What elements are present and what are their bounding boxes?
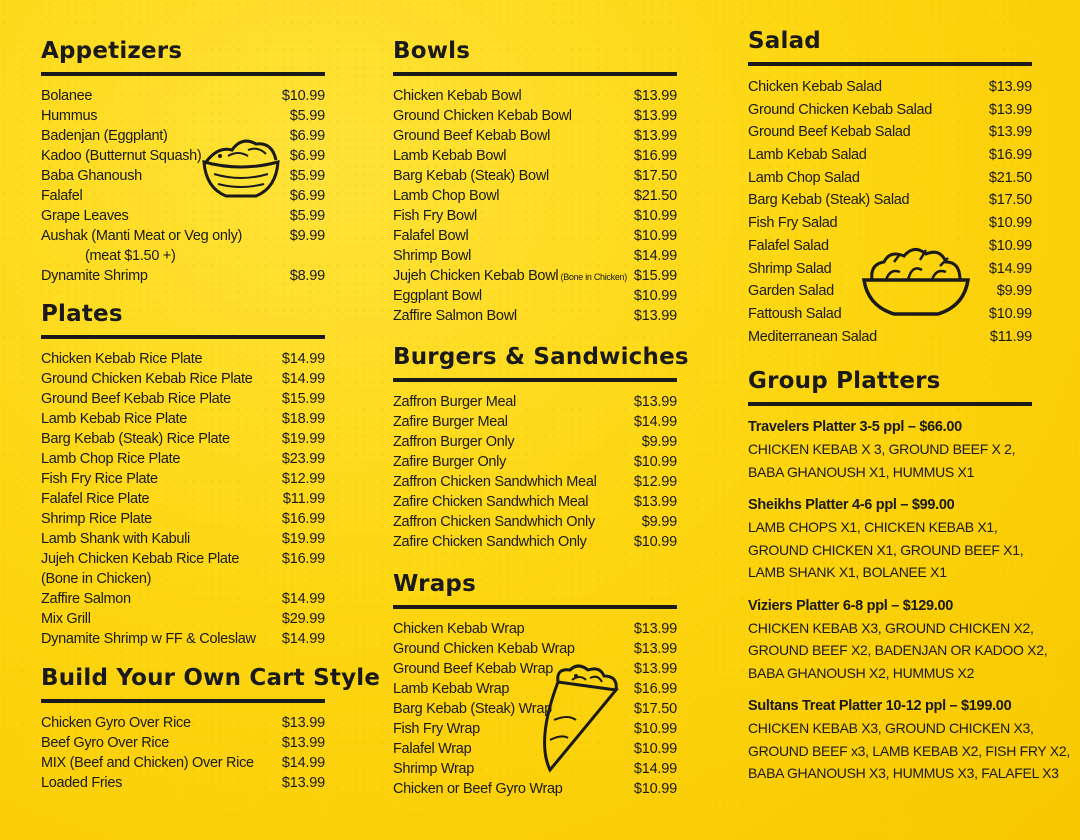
item-name: Ground Chicken Kebab Rice Plate: [41, 371, 253, 387]
item-name: Lamb Chop Salad: [748, 169, 860, 186]
item-price: $10.99: [988, 237, 1032, 254]
platter-contents: BABA GHANOUSH X2, HUMMUS X2: [748, 664, 975, 681]
menu-item-row: [41, 449, 325, 469]
item-name: Zaffron Chicken Sandwhich Only: [393, 514, 595, 530]
appetizers-heading: Appetizers: [41, 38, 183, 64]
menu-item-row: [393, 126, 677, 146]
item-price: $21.50: [633, 188, 677, 204]
menu-item-row: [393, 146, 677, 166]
item-price: $13.99: [633, 128, 677, 144]
item-price: $9.99: [996, 283, 1032, 300]
item-price: $9.99: [641, 434, 677, 450]
platters-divider: [748, 402, 1032, 406]
item-price: $14.99: [988, 260, 1032, 277]
item-name: Fish Fry Wrap: [393, 721, 480, 737]
item-price: $10.99: [988, 305, 1032, 322]
menu-item-row: [41, 489, 325, 509]
item-price: $13.99: [281, 735, 325, 751]
menu-item-row: [748, 212, 1032, 235]
menu-item-row: [41, 529, 325, 549]
item-name: Baba Ghanoush: [41, 168, 142, 184]
item-price: $23.99: [281, 451, 325, 467]
build-section: [41, 665, 381, 793]
item-name: Zafire Chicken Sandwhich Only: [393, 534, 587, 550]
item-name: Beef Gyro Over Rice: [41, 735, 170, 751]
item-name: (meat $1.50 +): [85, 248, 176, 264]
item-price: $14.99: [633, 761, 677, 777]
item-price: $13.99: [988, 79, 1032, 95]
item-name: MIX (Beef and Chicken) Over Rice: [41, 755, 254, 771]
item-name: Shrimp Bowl: [393, 248, 472, 264]
platter-block: [748, 595, 1048, 685]
item-name: Zaffron Burger Only: [393, 434, 515, 450]
item-name: Eggplant Bowl: [393, 288, 482, 304]
item-price: $14.99: [281, 371, 325, 387]
item-name: Ground Beef Kebab Salad: [748, 124, 911, 141]
item-price: $21.50: [988, 169, 1032, 186]
item-name: Falafel Rice Plate: [41, 491, 150, 507]
menu-item-row: [748, 326, 1032, 349]
item-name: Chicken Gyro Over Rice: [41, 715, 191, 731]
item-price: $8.99: [289, 268, 325, 284]
menu-item-row: [41, 733, 325, 753]
item-name: Garden Salad: [748, 283, 834, 300]
salad-heading: Salad: [748, 28, 821, 54]
item-name: Zafire Burger Only: [393, 454, 507, 470]
menu-item-row: [393, 452, 677, 472]
platter-title: Travelers Platter 3-5 ppl – $66.00: [748, 419, 962, 435]
item-name: Hummus: [41, 108, 98, 124]
item-price: $13.99: [281, 775, 325, 791]
item-price: $10.99: [633, 534, 677, 550]
item-price: $10.99: [633, 208, 677, 224]
item-name: Falafel Salad: [748, 237, 829, 254]
menu-item-row: [41, 589, 325, 609]
item-name: Zaffron Burger Meal: [393, 394, 516, 410]
platter-contents: CHICKEN KEBAB X3, GROUND CHICKEN X2,: [748, 619, 1034, 636]
item-name: Zaffron Chicken Sandwhich Meal: [393, 474, 597, 490]
item-name: Shrimp Salad: [748, 260, 832, 277]
platter-block: [748, 416, 1032, 483]
appetizers-divider: [41, 72, 325, 76]
menu-item-row: [393, 412, 677, 432]
burgers-divider: [393, 378, 677, 382]
build-list: [41, 713, 325, 793]
item-price: $9.99: [289, 228, 325, 244]
item-name: Chicken Kebab Bowl: [393, 88, 522, 104]
menu-item-row: [41, 86, 325, 106]
item-price: $16.99: [633, 148, 677, 164]
item-price: $13.99: [633, 641, 677, 657]
plates-heading: Plates: [41, 301, 123, 327]
item-price: $15.99: [281, 391, 325, 407]
item-price: $10.99: [633, 781, 677, 797]
item-name: Grape Leaves: [41, 208, 129, 224]
menu-item-row: [748, 144, 1032, 167]
item-price: $13.99: [281, 715, 325, 731]
bowls-list: [393, 86, 677, 326]
item-name: Fish Fry Bowl: [393, 208, 477, 224]
item-name: Lamb Chop Bowl: [393, 188, 500, 204]
menu-item-row: [393, 779, 677, 799]
item-price: $16.99: [988, 147, 1032, 164]
item-name: Lamb Kebab Bowl: [393, 148, 507, 164]
platter-contents: LAMB SHANK X1, BOLANEE X1: [748, 564, 947, 580]
menu-item-row: [393, 492, 677, 512]
platters-section: [748, 368, 1070, 796]
item-price: $16.99: [281, 551, 325, 567]
menu-item-row: [41, 226, 325, 246]
item-name: Aushak (Manti Meat or Veg only): [41, 228, 243, 244]
item-price: $13.99: [633, 661, 677, 677]
wraps-heading: Wraps: [393, 571, 476, 597]
item-price: $13.99: [633, 621, 677, 637]
menu-item-row: [41, 349, 325, 369]
item-name: Zaffire Salmon Bowl: [393, 308, 517, 324]
item-name: Zafire Chicken Sandwhich Meal: [393, 494, 589, 510]
item-price: $9.99: [641, 514, 677, 530]
menu-item-row: [41, 569, 325, 589]
menu-item-row: [393, 432, 677, 452]
burgers-section: [393, 344, 689, 552]
item-name: Chicken Kebab Salad: [748, 79, 882, 95]
item-name: Loaded Fries: [41, 775, 123, 791]
item-name: Ground Chicken Kebab Salad: [748, 101, 933, 118]
platter-title: Sheikhs Platter 4-6 ppl – $99.00: [748, 497, 955, 513]
item-price: $14.99: [633, 414, 677, 430]
menu-item-row: [393, 306, 677, 326]
menu-item-row: [41, 369, 325, 389]
platter-contents: BABA GHANOUSH X1, HUMMUS X1: [748, 463, 975, 480]
item-name: Ground Beef Kebab Rice Plate: [41, 391, 231, 407]
menu-item-row: [41, 206, 325, 226]
platter-title: Viziers Platter 6-8 ppl – $129.00: [748, 597, 954, 614]
item-price: $14.99: [281, 591, 325, 607]
burgers-list: [393, 392, 677, 552]
menu-item-row: [393, 86, 677, 106]
item-price: $12.99: [633, 474, 677, 490]
menu-item-row: [41, 753, 325, 773]
item-price: $10.99: [281, 88, 325, 104]
menu-item-row: [748, 121, 1032, 144]
item-name: Chicken Kebab Rice Plate: [41, 351, 203, 367]
plates-divider: [41, 335, 325, 339]
item-price: $5.99: [289, 108, 325, 124]
item-name: Badenjan (Eggplant): [41, 128, 168, 144]
item-price: $12.99: [281, 471, 325, 487]
bowls-heading: Bowls: [393, 38, 471, 64]
menu-item-row: [393, 619, 677, 639]
item-name: Lamb Kebab Wrap: [393, 681, 510, 697]
item-price: $11.99: [989, 328, 1032, 345]
item-price: $13.99: [633, 108, 677, 124]
menu-item-row: [393, 246, 677, 266]
build-divider: [41, 699, 325, 703]
item-name: Mediterranean Salad: [748, 328, 877, 345]
item-price: $18.99: [281, 411, 325, 427]
item-name: Fattoush Salad: [748, 305, 842, 322]
item-price: $14.99: [281, 631, 325, 647]
item-price: $16.99: [633, 681, 677, 697]
build-heading: Build Your Own Cart Style: [41, 665, 381, 691]
item-name: Fish Fry Rice Plate: [41, 471, 158, 487]
item-name: Shrimp Rice Plate: [41, 511, 152, 527]
item-price: $13.99: [988, 124, 1032, 141]
menu-item-row: [41, 429, 325, 449]
item-name: Jujeh Chicken Kebab Rice Plate: [41, 551, 240, 567]
menu-item-row: [748, 189, 1032, 212]
platter-contents: GROUND CHICKEN X1, GROUND BEEF X1,: [748, 541, 1024, 558]
salad-bowl-icon: [860, 240, 972, 320]
menu-item-row: [41, 266, 325, 286]
item-price: $15.99: [633, 268, 677, 284]
item-name: Barg Kebab (Steak) Bowl: [393, 168, 549, 184]
dip-bowl-icon: [198, 132, 284, 204]
menu-item-row: [41, 246, 325, 266]
item-name: Ground Beef Kebab Wrap: [393, 661, 553, 677]
item-price: $10.99: [633, 228, 677, 244]
item-name: Zaffire Salmon: [41, 591, 131, 607]
item-price: $14.99: [633, 248, 677, 264]
item-name: Dynamite Shrimp w FF & Coleslaw: [41, 631, 256, 647]
item-price: $6.99: [289, 188, 325, 204]
menu-item-row: [393, 392, 677, 412]
item-price: $16.99: [281, 511, 325, 527]
wraps-divider: [393, 605, 677, 609]
bowls-section: [393, 38, 677, 326]
item-name: Shrimp Wrap: [393, 761, 475, 777]
item-price: $13.99: [633, 308, 677, 324]
menu-item-row: [393, 226, 677, 246]
platter-contents: BABA GHANOUSH X3, HUMMUS X3, FALAFEL X3: [748, 765, 1059, 781]
item-price: $13.99: [988, 101, 1032, 118]
item-price: $10.99: [633, 741, 677, 757]
menu-item-row: [41, 549, 325, 569]
item-name: Bolanee: [41, 88, 93, 104]
platter-contents: CHICKEN KEBAB X3, GROUND CHICKEN X3,: [748, 720, 1034, 736]
item-name: Mix Grill: [41, 611, 91, 627]
item-price: $5.99: [289, 208, 325, 224]
item-name: Chicken Kebab Wrap: [393, 621, 525, 637]
item-price: $19.99: [281, 531, 325, 547]
menu-item-row: [393, 512, 677, 532]
wrap-icon: [528, 660, 624, 776]
menu-item-row: [41, 106, 325, 126]
platter-block: [748, 494, 1032, 584]
menu-item-row: [748, 99, 1032, 122]
menu-item-row: [41, 409, 325, 429]
item-name: Zafire Burger Meal: [393, 414, 508, 430]
item-name: Fish Fry Salad: [748, 215, 838, 232]
item-price: $29.99: [281, 611, 325, 627]
item-price: $13.99: [633, 394, 677, 410]
menu-item-row: [41, 713, 325, 733]
menu-item-row: [393, 106, 677, 126]
burgers-heading: Burgers & Sandwiches: [393, 344, 689, 370]
item-name: Chicken or Beef Gyro Wrap: [393, 781, 563, 797]
item-name: Falafel Bowl: [393, 228, 469, 244]
item-price: $17.50: [988, 192, 1032, 209]
item-price: $10.99: [988, 215, 1032, 232]
item-name: Lamb Kebab Rice Plate: [41, 411, 188, 427]
menu-item-row: [393, 286, 677, 306]
item-name: Lamb Chop Rice Plate: [41, 451, 181, 467]
item-price: $17.50: [633, 701, 677, 717]
menu-item-row: [41, 629, 325, 649]
item-name: Barg Kebab (Steak) Wrap: [393, 701, 552, 717]
item-name: Barg Kebab (Steak) Rice Plate: [41, 431, 230, 447]
plates-section: [41, 301, 325, 649]
item-name: Falafel: [41, 188, 83, 204]
item-name: Ground Chicken Kebab Bowl: [393, 108, 572, 124]
menu-item-row: [41, 609, 325, 629]
menu-item-row: [41, 509, 325, 529]
item-price: $5.99: [289, 168, 325, 184]
menu-item-row: [393, 472, 677, 492]
menu-item-row: [393, 532, 677, 552]
item-price: $10.99: [633, 288, 677, 304]
menu-item-row: [393, 639, 677, 659]
item-note: (Bone in Chicken): [558, 272, 627, 282]
item-name: Jujeh Chicken Kebab Bowl (Bone in Chicken): [393, 268, 627, 284]
item-price: $19.99: [281, 431, 325, 447]
menu-item-row: [748, 76, 1032, 99]
item-price: $13.99: [633, 494, 677, 510]
salad-divider: [748, 62, 1032, 66]
menu-item-row: [393, 186, 677, 206]
menu-item-row: [41, 469, 325, 489]
platter-contents: GROUND BEEF x3, LAMB KEBAB X2, FISH FRY X2,: [748, 742, 1070, 759]
platter-contents: LAMB CHOPS X1, CHICKEN KEBAB X1,: [748, 519, 998, 535]
item-name: Barg Kebab (Steak) Salad: [748, 192, 910, 209]
item-name: Lamb Kebab Salad: [748, 147, 867, 164]
item-price: $17.50: [633, 168, 677, 184]
platter-block: [748, 695, 1070, 785]
menu-item-row: [393, 266, 677, 286]
menu-item-row: [41, 389, 325, 409]
item-name: Falafel Wrap: [393, 741, 472, 757]
platters-heading: Group Platters: [748, 368, 941, 394]
item-price: $11.99: [282, 491, 325, 507]
item-name: (Bone in Chicken): [41, 571, 152, 587]
item-price: $6.99: [289, 128, 325, 144]
menu-item-row: [41, 773, 325, 793]
menu-item-row: [393, 166, 677, 186]
item-price: $10.99: [633, 721, 677, 737]
item-name: Dynamite Shrimp: [41, 268, 148, 284]
item-name: Ground Beef Kebab Bowl: [393, 128, 551, 144]
platter-contents: GROUND BEEF X2, BADENJAN OR KADOO X2,: [748, 642, 1048, 658]
item-price: $13.99: [633, 88, 677, 104]
item-price: $14.99: [281, 755, 325, 771]
item-name: Lamb Shank with Kabuli: [41, 531, 190, 547]
plates-list: [41, 349, 325, 649]
bowls-divider: [393, 72, 677, 76]
platters-list: [748, 416, 1070, 785]
platter-title: Sultans Treat Platter 10-12 ppl – $199.00: [748, 698, 1012, 714]
item-price: $10.99: [633, 454, 677, 470]
platter-contents: CHICKEN KEBAB X 3, GROUND BEEF X 2,: [748, 441, 1016, 457]
item-name: Ground Chicken Kebab Wrap: [393, 641, 575, 657]
item-price: $6.99: [289, 148, 325, 164]
item-price: $14.99: [281, 351, 325, 367]
menu-item-row: [748, 167, 1032, 190]
item-name: Kadoo (Butternut Squash): [41, 148, 202, 164]
menu-item-row: [393, 206, 677, 226]
